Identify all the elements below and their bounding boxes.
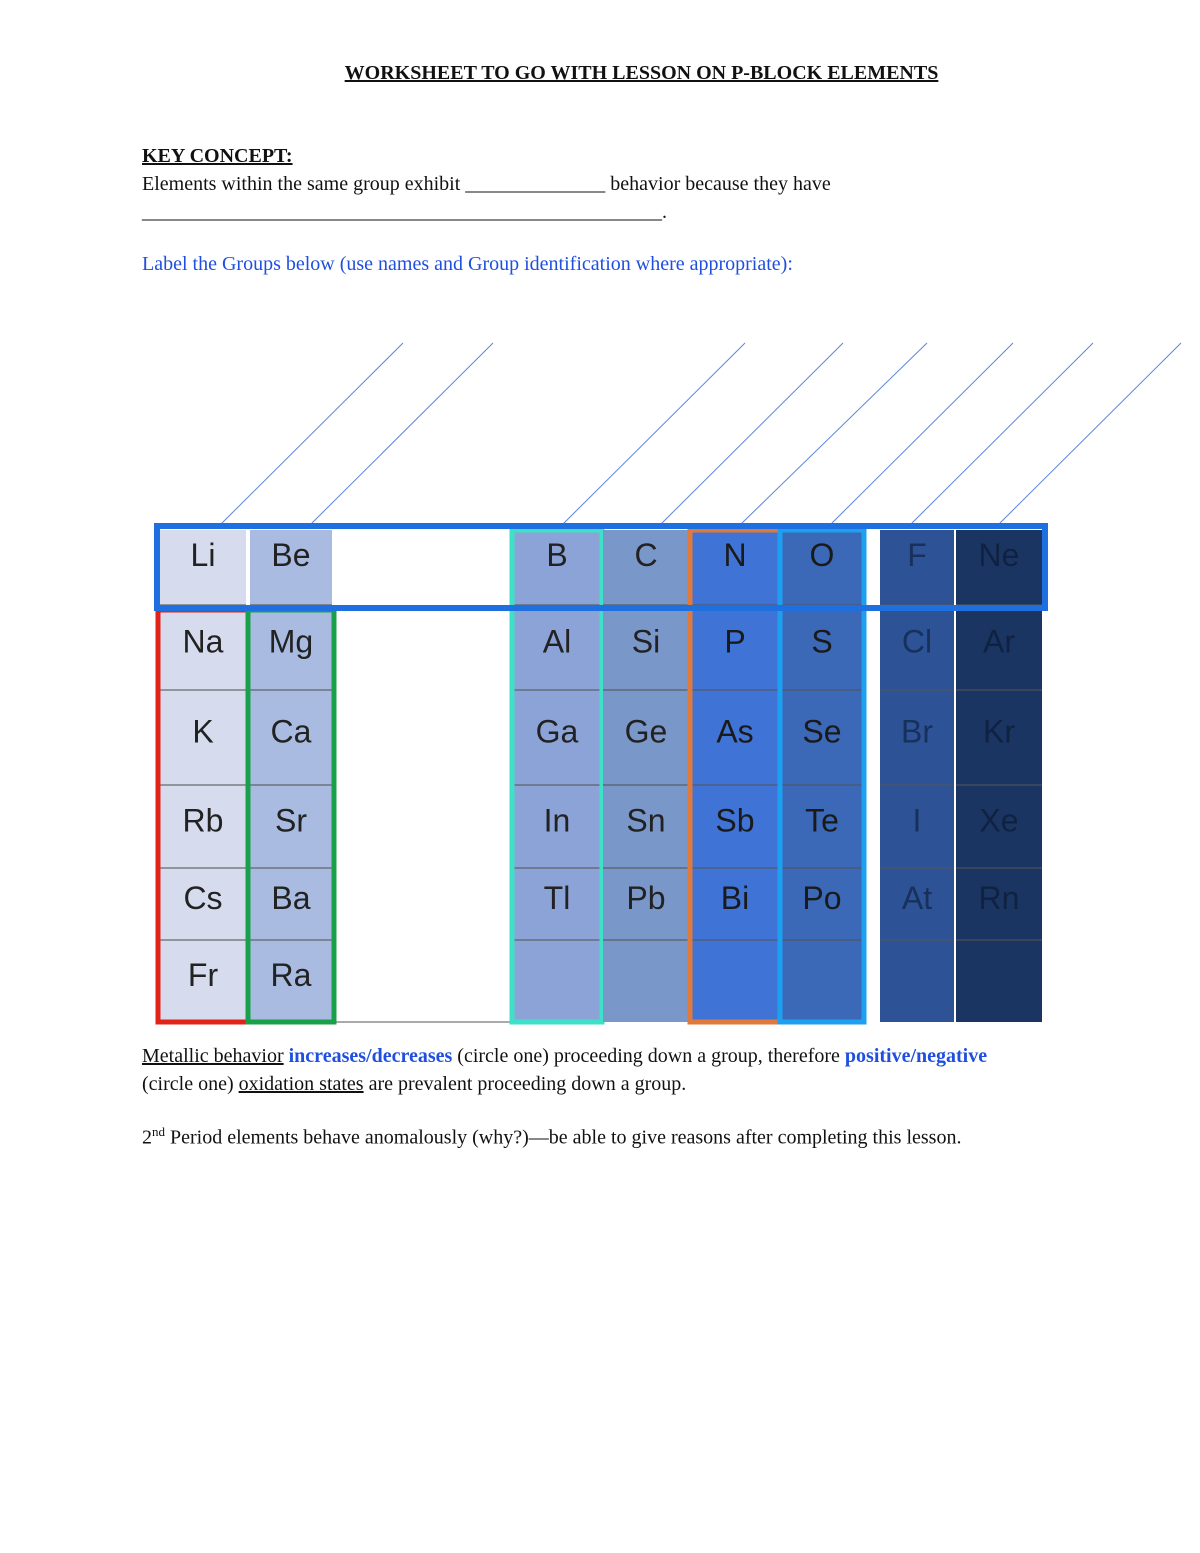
element-Li: Li	[190, 537, 216, 573]
group-label-line-6	[830, 343, 1013, 525]
group-column-2	[250, 530, 332, 1022]
group-column-5	[692, 530, 778, 1022]
element-Te: Te	[805, 802, 839, 839]
element-Rn: Rn	[978, 880, 1020, 916]
group-column-6	[782, 530, 862, 1022]
key-concept-heading: KEY CONCEPT:	[142, 145, 293, 167]
group-label-line-4	[660, 343, 843, 525]
element-At: At	[901, 880, 933, 916]
element-In: In	[543, 802, 571, 839]
element-Sr: Sr	[275, 802, 307, 839]
element-Na: Na	[182, 623, 224, 660]
element-Si: Si	[631, 623, 661, 660]
element-B: B	[546, 537, 568, 573]
metallic-mid-text: (circle one) proceeding down a group, therefore	[452, 1045, 845, 1067]
element-Ge: Ge	[624, 713, 668, 750]
element-Ne: Ne	[978, 537, 1020, 573]
element-P: P	[724, 623, 746, 660]
metallic-behavior-paragraph	[142, 1042, 1162, 1098]
circle-one-text: (circle one)	[142, 1073, 239, 1095]
page-title: WORKSHEET TO GO WITH LESSON ON P-BLOCK ELEMENTS	[344, 62, 939, 84]
element-Mg: Mg	[268, 623, 314, 660]
element-Ca: Ca	[270, 713, 312, 750]
element-Cs: Cs	[183, 880, 223, 916]
group-label-line-5	[740, 343, 927, 525]
label-groups-instruction: Label the Groups below (use names and Group identification where appropriate):	[142, 253, 793, 275]
element-S: S	[811, 623, 833, 660]
group-column-8	[956, 530, 1042, 1022]
element-Fr: Fr	[187, 957, 219, 993]
group-label-line-2	[310, 343, 493, 525]
element-Ga: Ga	[535, 713, 579, 750]
choice-positive-negative: positive/negative	[844, 1045, 988, 1067]
element-Tl: Tl	[543, 880, 571, 916]
period-2-statement	[142, 1124, 961, 1150]
group-column-3	[514, 530, 600, 1022]
key-concept-line-2: ____________________________________________________.	[142, 201, 667, 223]
element-Kr: Kr	[983, 713, 1015, 750]
element-Pb: Pb	[626, 880, 666, 916]
element-Sn: Sn	[626, 802, 666, 839]
oxidation-states-term: oxidation states	[238, 1073, 364, 1095]
element-Rb: Rb	[182, 802, 224, 839]
element-Ar: Ar	[983, 623, 1015, 660]
element-O: O	[809, 537, 835, 573]
element-Sb: Sb	[715, 802, 755, 839]
element-Ra: Ra	[270, 957, 312, 993]
group-label-line-1	[220, 343, 403, 525]
element-As: As	[716, 713, 754, 750]
group-label-line-3	[562, 343, 745, 525]
metallic-end-text: are prevalent proceeding down a group.	[363, 1073, 687, 1095]
element-Bi: Bi	[720, 880, 750, 916]
element-Al: Al	[542, 623, 572, 660]
element-K: K	[192, 713, 214, 750]
element-N: N	[723, 537, 747, 573]
period-2-text: Period elements behave anomalously (why?)—be able to give reasons after completing this lesson.	[165, 1126, 962, 1149]
metallic-term: Metallic behavior	[142, 1045, 284, 1067]
element-Po: Po	[802, 880, 842, 916]
group-column-1	[160, 530, 246, 1022]
choice-increases-decreases: increases/decreases	[288, 1045, 453, 1067]
key-concept-line-1: Elements within the same group exhibit ______________ behavior because they have	[142, 173, 831, 195]
element-F: F	[907, 537, 927, 573]
element-Se: Se	[802, 713, 842, 750]
group-column-4	[603, 530, 689, 1022]
period-ordinal-suffix: nd	[152, 1124, 165, 1139]
element-Ba: Ba	[271, 880, 311, 916]
group-column-7	[880, 530, 954, 1022]
period-number: 2	[142, 1126, 152, 1149]
group-label-line-7	[910, 343, 1093, 525]
element-Xe: Xe	[979, 802, 1019, 839]
element-I: I	[912, 802, 922, 839]
element-Cl: Cl	[901, 623, 933, 660]
element-Be: Be	[271, 537, 311, 573]
element-Br: Br	[901, 713, 933, 750]
element-C: C	[634, 537, 658, 573]
group-label-line-8	[998, 343, 1181, 525]
